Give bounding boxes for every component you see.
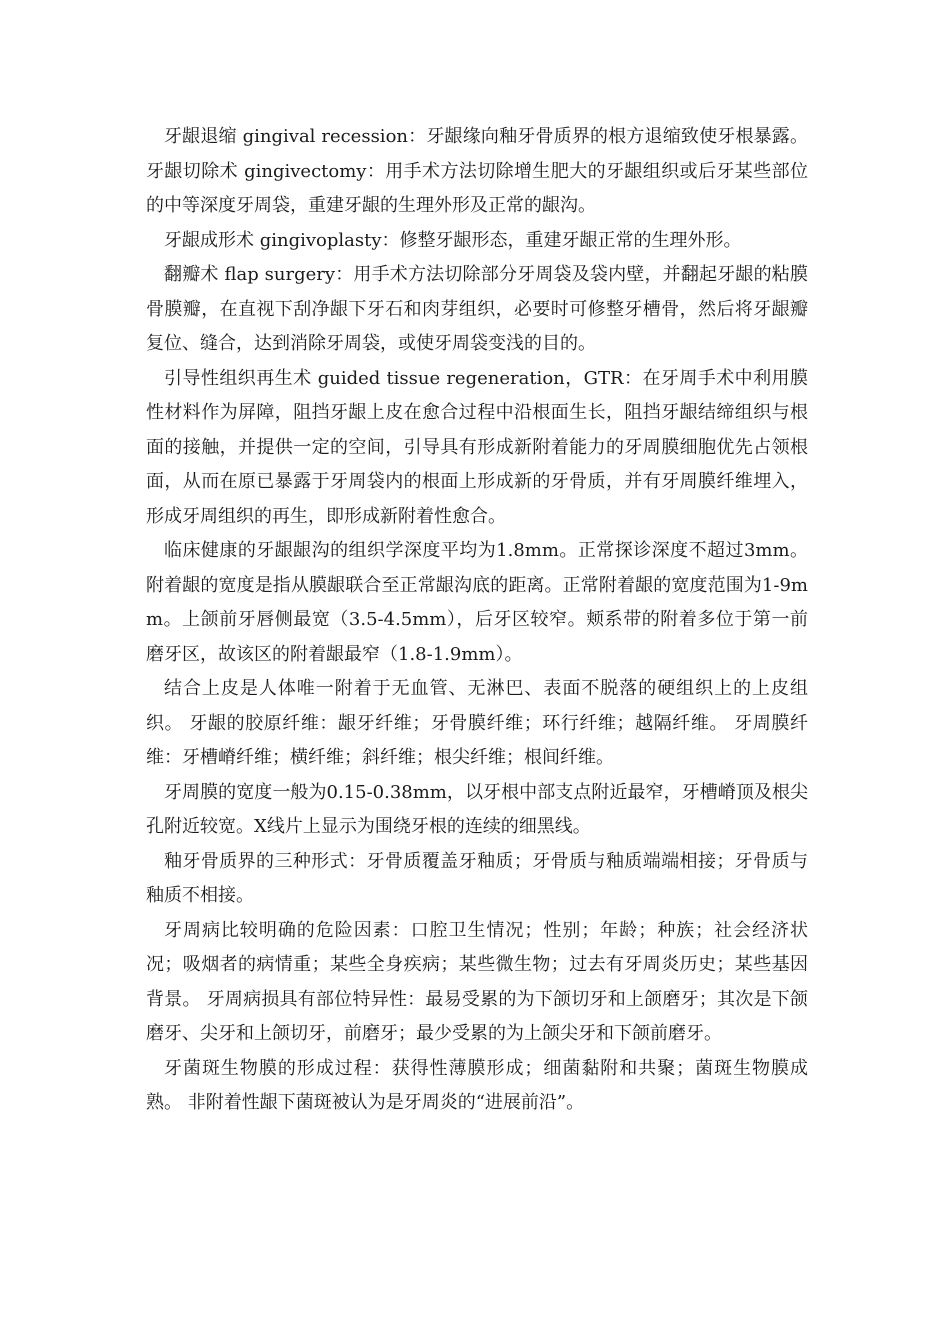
paragraph-periodontal-ligament: 牙周膜的宽度一般为0.15-0.38mm，以牙根中部支点附近最窄，牙槽嵴顶及根尖孔附近较宽。X线片上显示为围绕牙根的连续的细黑线。 (146, 781, 808, 837)
paragraph-gingivoplasty: 牙龈成形术 gingivoplasty：修整牙龈形态，重建牙龈正常的生理外形。 (164, 229, 742, 251)
paragraph-gingival-sulcus: 临床健康的牙龈龈沟的组织学深度平均为1.8mm。正常探诊深度不超过3mm。附着龈的宽度是指从膜龈联合至正常龈沟底的距离。正常附着龈的宽度范围为1-9mm。上颌前牙唇侧最宽（3.5-4.5mm），后牙区较窄。颊系带的附着多位于第一前磨牙区，故该区的附着龈最窄（1.8-1.9mm）。 (146, 540, 808, 665)
document-body (146, 120, 808, 1121)
paragraph-flap-surgery: 翻瓣术 flap surgery：用手术方法切除部分牙周袋及袋内壁，并翻起牙龈的粘膜骨膜瓣，在直视下刮净龈下牙石和肉芽组织，必要时可修整牙槽骨，然后将牙龈瓣复位、缝合，达到消除牙周袋，或使牙周袋变浅的目的。 (146, 264, 808, 354)
paragraph-cej-forms: 釉牙骨质界的三种形式：牙骨质覆盖牙釉质；牙骨质与釉质端端相接；牙骨质与釉质不相接。 (146, 850, 808, 906)
paragraph-junctional-epithelium: 结合上皮是人体唯一附着于无血管、无淋巴、表面不脱落的硬组织上的上皮组织。 牙龈的胶原纤维：龈牙纤维；牙骨膜纤维；环行纤维；越隔纤维。 牙周膜纤维：牙槽嵴纤维；横纤维；斜纤维；根尖纤维；根间纤维。 (146, 678, 808, 768)
paragraph-risk-factors: 牙周病比较明确的危险因素：口腔卫生情况；性别；年龄；种族；社会经济状况；吸烟者的病情重；某些全身疾病；某些微生物；过去有牙周炎历史；某些基因背景。 牙周病损具有部位特异性：最易受累的为下颌切牙和上颌磨牙；其次是下颌磨牙、尖牙和上颌切牙，前磨牙；最少受累的为上颌尖牙和下颌前磨牙。 (146, 919, 808, 1044)
paragraph-gtr: 引导性组织再生术 guided tissue regeneration，GTR：在牙周手术中利用膜性材料作为屏障，阻挡牙龈上皮在愈合过程中沿根面生长，阻挡牙龈结缔组织与根面的接触，并提供一定的空间，引导具有形成新附着能力的牙周膜细胞优先占领根面，从而在原已暴露于牙周袋内的根面上形成新的牙骨质，并有牙周膜纤维埋入，形成牙周组织的再生，即形成新附着性愈合。 (146, 367, 808, 527)
paragraph-plaque-biofilm: 牙菌斑生物膜的形成过程：获得性薄膜形成；细菌黏附和共聚；菌斑生物膜成熟。 非附着性龈下菌斑被认为是牙周炎的“进展前沿”。 (146, 1057, 808, 1113)
paragraph-gingival-recession: 牙龈退缩 gingival recession：牙龈缘向釉牙骨质界的根方退缩致使牙根暴露。 牙龈切除术 gingivectomy：用手术方法切除增生肥大的牙龈组织或后牙某些部位的中等深度牙周袋，重建牙龈的生理外形及正常的龈沟。 (146, 126, 808, 216)
